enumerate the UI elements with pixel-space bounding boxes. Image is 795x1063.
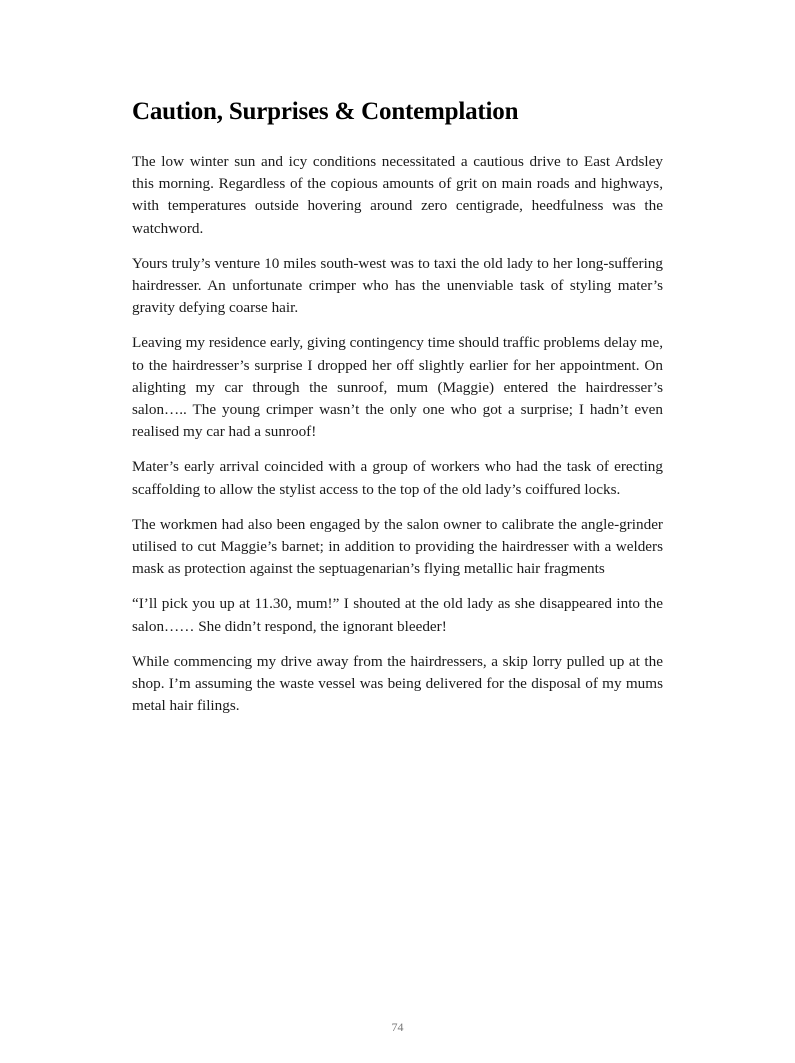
- paragraph-3: Leaving my residence early, giving contingency time should traffic problems delay me, to the hairdresser’s surprise I dropped her off slightly earlier for her appointment. On alighting my car through the sunroof, mum (Maggie) entered the hairdresser’s salon….. The young crimper wasn’t the only one who got a surprise; I hadn’t even realised my car had a sunroof!: [132, 334, 663, 441]
- page-number: 74: [391, 1020, 404, 1034]
- paragraph-2: Yours truly’s venture 10 miles south-west was to taxi the old lady to her long-suffering hairdresser. An unfortunate crimper who has the unenviable task of styling mater’s gravity defying coarse hair.: [132, 254, 663, 317]
- paragraph-4: Mater’s early arrival coincided with a group of workers who had the task of erecting scaffolding to allow the stylist access to the top of the old lady’s coiffured locks.: [132, 458, 663, 498]
- chapter-title: Caution, Surprises & Contemplation: [132, 98, 519, 125]
- paragraph-7: While commencing my drive away from the hairdressers, a skip lorry pulled up at the shop. I’m assuming the waste vessel was being delivered for the disposal of my mums metal hair filings.: [132, 652, 663, 715]
- chapter-body: [132, 151, 663, 730]
- paragraph-1: The low winter sun and icy conditions necessitated a cautious drive to East Ardsley this morning. Regardless of the copious amounts of grit on main roads and highways, with temperatures outside hovering around zero centigrade, heedfulness was the watchword.: [132, 153, 663, 237]
- paragraph-5: The workmen had also been engaged by the salon owner to calibrate the angle-grinder utilised to cut Maggie’s barnet; in addition to providing the hairdresser with a welders mask as protection against the septuagenarian’s flying metallic hair fragments: [132, 515, 663, 578]
- paragraph-6: “I’ll pick you up at 11.30, mum!” I shouted at the old lady as she disappeared into the salon…… She didn’t respond, the ignorant bleeder!: [132, 595, 663, 635]
